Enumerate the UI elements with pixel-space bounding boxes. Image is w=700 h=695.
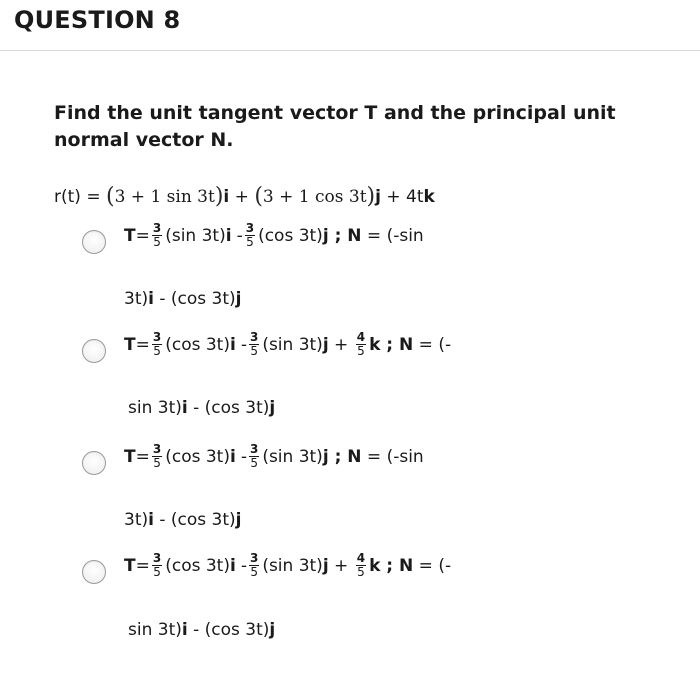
option-1-fraction-2 [245, 222, 255, 249]
fraction-numerator: 3 [249, 330, 259, 344]
fraction-numerator: 3 [152, 330, 162, 344]
option-4-term-1: (cos 3t) [165, 555, 230, 576]
option-2-T-label: T [124, 334, 136, 355]
r-term-2: 3 + 1 cos 3t [262, 187, 367, 207]
option-4-equals: = [135, 555, 150, 576]
option-1-unit-j: j [322, 225, 329, 246]
option-1-T-label: T [124, 225, 136, 246]
r-lhs: r(t) = [54, 187, 106, 207]
fraction-denominator: 5 [153, 565, 161, 579]
option-4-radio[interactable] [82, 560, 106, 584]
prompt-line-2: normal vector N. [54, 129, 234, 151]
option-1-equals: = [135, 225, 150, 246]
prompt-line-1: Find the unit tangent vector T and the principal unit [54, 102, 616, 124]
option-4-unit-k: k [369, 555, 381, 576]
option-1-cont-i: i [148, 289, 154, 309]
option-3-continuation [124, 510, 241, 530]
option-3-N-label: N [347, 446, 362, 467]
r-unit-j: j [375, 187, 381, 207]
r-unit-i: i [223, 187, 230, 207]
option-1-cont-b: - (cos 3t) [153, 289, 236, 309]
option-2-plus: + [328, 334, 354, 355]
option-2-unit-j: j [322, 334, 329, 355]
option-3-unit-i: i [229, 446, 236, 467]
fraction-numerator: 3 [249, 442, 259, 456]
option-2-separator: ; [380, 334, 400, 355]
option-4-term-2: (sin 3t) [262, 555, 323, 576]
option-2-cont-a: sin 3t) [128, 398, 182, 418]
fraction-denominator: 5 [357, 344, 365, 358]
option-3-term-1: (cos 3t) [165, 446, 230, 467]
option-1-continuation [124, 289, 241, 309]
option-1-line [124, 222, 424, 249]
option-2-radio[interactable] [82, 339, 106, 363]
option-2-unit-k: k [369, 334, 381, 355]
fraction-numerator: 3 [152, 442, 162, 456]
option-2-continuation [128, 398, 275, 418]
option-4-cont-a: sin 3t) [128, 620, 182, 640]
r-open-paren-2: ( [254, 184, 263, 209]
option-2-N-label: N [399, 334, 414, 355]
option-1-N-start: = (-sin [361, 225, 424, 246]
fraction-denominator: 5 [357, 565, 365, 579]
r-close-paren-2: ) [366, 184, 376, 209]
option-4-fraction-1 [152, 552, 162, 579]
question-prompt [54, 100, 616, 154]
option-3-T-label: T [124, 446, 136, 467]
r-function [54, 184, 435, 209]
option-3-minus: - [240, 446, 247, 467]
option-1-term-1: (sin 3t) [165, 225, 226, 246]
option-2-line [124, 331, 451, 358]
option-4-continuation [128, 620, 275, 640]
option-4-fraction-2 [249, 552, 259, 579]
option-1-N-label: N [347, 225, 362, 246]
option-2-cont-i: i [181, 398, 188, 418]
option-4-N-start: = (- [413, 555, 452, 576]
fraction-numerator: 3 [152, 221, 162, 235]
option-2-term-2: (sin 3t) [262, 334, 323, 355]
r-close-paren-1: ) [214, 184, 224, 209]
option-3-equals: = [135, 446, 150, 467]
option-4-minus: - [240, 555, 247, 576]
option-4-cont-j: j [269, 620, 276, 640]
option-4-fraction-3 [356, 552, 366, 579]
fraction-denominator: 5 [250, 344, 258, 358]
option-1-cont-a: 3t) [124, 289, 149, 309]
option-4-plus: + [328, 555, 354, 576]
option-2-unit-i: i [229, 334, 236, 355]
option-2-cont-j: j [269, 398, 276, 418]
option-4-N-label: N [399, 555, 414, 576]
fraction-denominator: 5 [250, 456, 258, 470]
option-3-cont-a: 3t) [124, 510, 149, 530]
r-plus: + [229, 187, 255, 207]
r-tail: + 4t [380, 187, 424, 207]
fraction-denominator: 5 [153, 235, 161, 249]
option-3-cont-j: j [235, 510, 242, 530]
r-term-1: 3 + 1 sin 3t [114, 187, 215, 207]
option-2-equals: = [135, 334, 150, 355]
option-3-term-2: (sin 3t) [262, 446, 323, 467]
option-2-fraction-3 [356, 331, 366, 358]
option-4-T-label: T [124, 555, 136, 576]
option-2-fraction-2 [249, 331, 259, 358]
option-1-term-2: (cos 3t) [258, 225, 323, 246]
option-3-line [124, 443, 424, 470]
fraction-numerator: 4 [356, 551, 366, 565]
fraction-numerator: 3 [245, 221, 255, 235]
fraction-denominator: 5 [153, 456, 161, 470]
fraction-numerator: 4 [356, 330, 366, 344]
option-4-unit-j: j [322, 555, 329, 576]
option-3-cont-i: i [148, 510, 154, 530]
option-1-minus: - [236, 225, 243, 246]
option-4-unit-i: i [229, 555, 236, 576]
title-divider [0, 50, 700, 51]
option-3-cont-b: - (cos 3t) [153, 510, 236, 530]
option-3-fraction-2 [249, 443, 259, 470]
r-open-paren-1: ( [105, 184, 115, 209]
question-title: QUESTION 8 [14, 6, 181, 34]
option-2-fraction-1 [152, 331, 162, 358]
option-1-unit-i: i [225, 225, 232, 246]
r-unit-k: k [423, 187, 435, 207]
option-2-N-start: = (- [413, 334, 452, 355]
option-1-separator: ; [328, 225, 348, 246]
option-2-term-1: (cos 3t) [165, 334, 230, 355]
fraction-denominator: 5 [250, 565, 258, 579]
fraction-numerator: 3 [249, 551, 259, 565]
fraction-denominator: 5 [153, 344, 161, 358]
option-3-fraction-1 [152, 443, 162, 470]
option-1-cont-j: j [235, 289, 242, 309]
option-3-N-start: = (-sin [361, 446, 424, 467]
option-3-radio[interactable] [82, 451, 106, 475]
option-4-line [124, 552, 451, 579]
option-4-separator: ; [380, 555, 400, 576]
option-4-cont-i: i [181, 620, 188, 640]
fraction-numerator: 3 [152, 551, 162, 565]
option-4-cont-b: - (cos 3t) [187, 620, 270, 640]
option-1-radio[interactable] [82, 230, 106, 254]
option-3-separator: ; [328, 446, 348, 467]
option-2-minus: - [240, 334, 247, 355]
option-3-unit-j: j [322, 446, 329, 467]
fraction-denominator: 5 [246, 235, 254, 249]
option-2-cont-b: - (cos 3t) [187, 398, 270, 418]
option-1-fraction-1 [152, 222, 162, 249]
